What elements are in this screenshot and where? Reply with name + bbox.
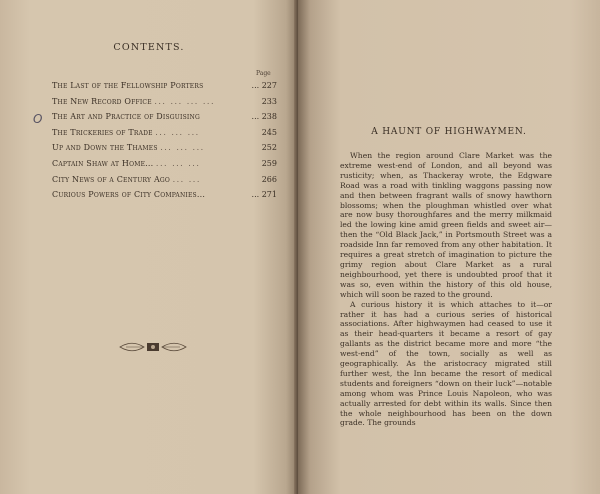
toc-entry — [52, 78, 277, 94]
contents-title: CONTENTS. — [113, 42, 185, 53]
left-page — [0, 0, 298, 494]
toc-entry-title: The Art and Practice of Disguising — [52, 112, 200, 122]
toc-page-number: 266 — [261, 174, 277, 184]
paragraph: When the region around Clare Market was the extreme west-end of London, and all beyond was rusticity; when, as Thackeray wrote, the Edgware Road was a road with tinkling waggons passing now and then between fragrant walls of snowy hawthorn blossoms; when the ploughman whistled over what are now busy thoroughfares and the merry milkmaid led the lowing kine amid green fields and sweet air—then the “Old Black Jack,” in Portsmouth Street was a roadside Inn far removed from any other habitation. It requires a great stretch of imagination to picture the grimy region about Clare Market as a rural neighbourhood, yet there is undoubted proof that it was so, even within the history of this old house, which will soon be razed to the ground. — [340, 151, 552, 299]
page-column-heading: Page — [256, 70, 271, 77]
toc-page-number: ... 227 — [251, 81, 277, 90]
toc-entry — [52, 94, 277, 110]
toc-entry-title: The Last of the Fellowship Porters — [52, 81, 204, 90]
paragraph: A curious history it is which attaches to it—or rather it has had a curious series of historical associations. After highwaymen had ceased to use it as their head-quarters it became a resort of gay gallants as the district became more and more “the west-end” of the town, socially as well as geographically. As the aristocracy migrated still further west, the Inn became the resort of medical students and foreigners “down on their luck”—notable among whom was Prince Louis Napoleon, who was actually arrested for debt within its walls. Since then the whole neighbourhood has been on the down grade. The grounds — [340, 299, 552, 428]
toc-dots: ... ... ... — [155, 158, 201, 168]
chapter-title: A HAUNT OF HIGHWAYMEN. — [371, 127, 527, 137]
toc-entry-title: City News of a Century Ago — [52, 174, 171, 184]
toc-entry — [52, 187, 277, 203]
decorative-ornament-icon — [118, 340, 188, 354]
toc-page-number: 245 — [261, 127, 277, 137]
toc-entry-title: Curious Powers of City Companies... — [52, 190, 206, 200]
toc-entry — [52, 125, 277, 141]
toc-dots: ... ... ... ... — [154, 96, 215, 106]
toc-entry — [52, 172, 277, 188]
toc-entry-title: Up and Down the Thames — [52, 143, 158, 153]
toc-page-number: 259 — [261, 158, 277, 168]
toc-page-number: ... 238 — [251, 112, 277, 122]
toc-page-number: 233 — [261, 96, 277, 106]
chapter-body — [340, 151, 552, 428]
toc-dots: ... ... ... — [155, 127, 200, 137]
toc-entry — [52, 109, 277, 125]
toc-entry — [52, 156, 277, 172]
toc-page-number: ... 271 — [251, 190, 277, 200]
toc-dots: ... ... — [172, 174, 201, 184]
toc-entry-title: The New Record Office — [52, 96, 152, 106]
toc-entry-title: The Trickeries of Trade — [52, 127, 153, 137]
pencil-margin-mark: O — [33, 112, 43, 126]
toc-dots: ... ... ... — [160, 143, 205, 153]
contents-list — [52, 78, 277, 203]
toc-page-number: 252 — [261, 143, 277, 153]
toc-entry-title: Captain Shaw at Home... — [52, 158, 154, 168]
toc-entry — [52, 140, 277, 156]
